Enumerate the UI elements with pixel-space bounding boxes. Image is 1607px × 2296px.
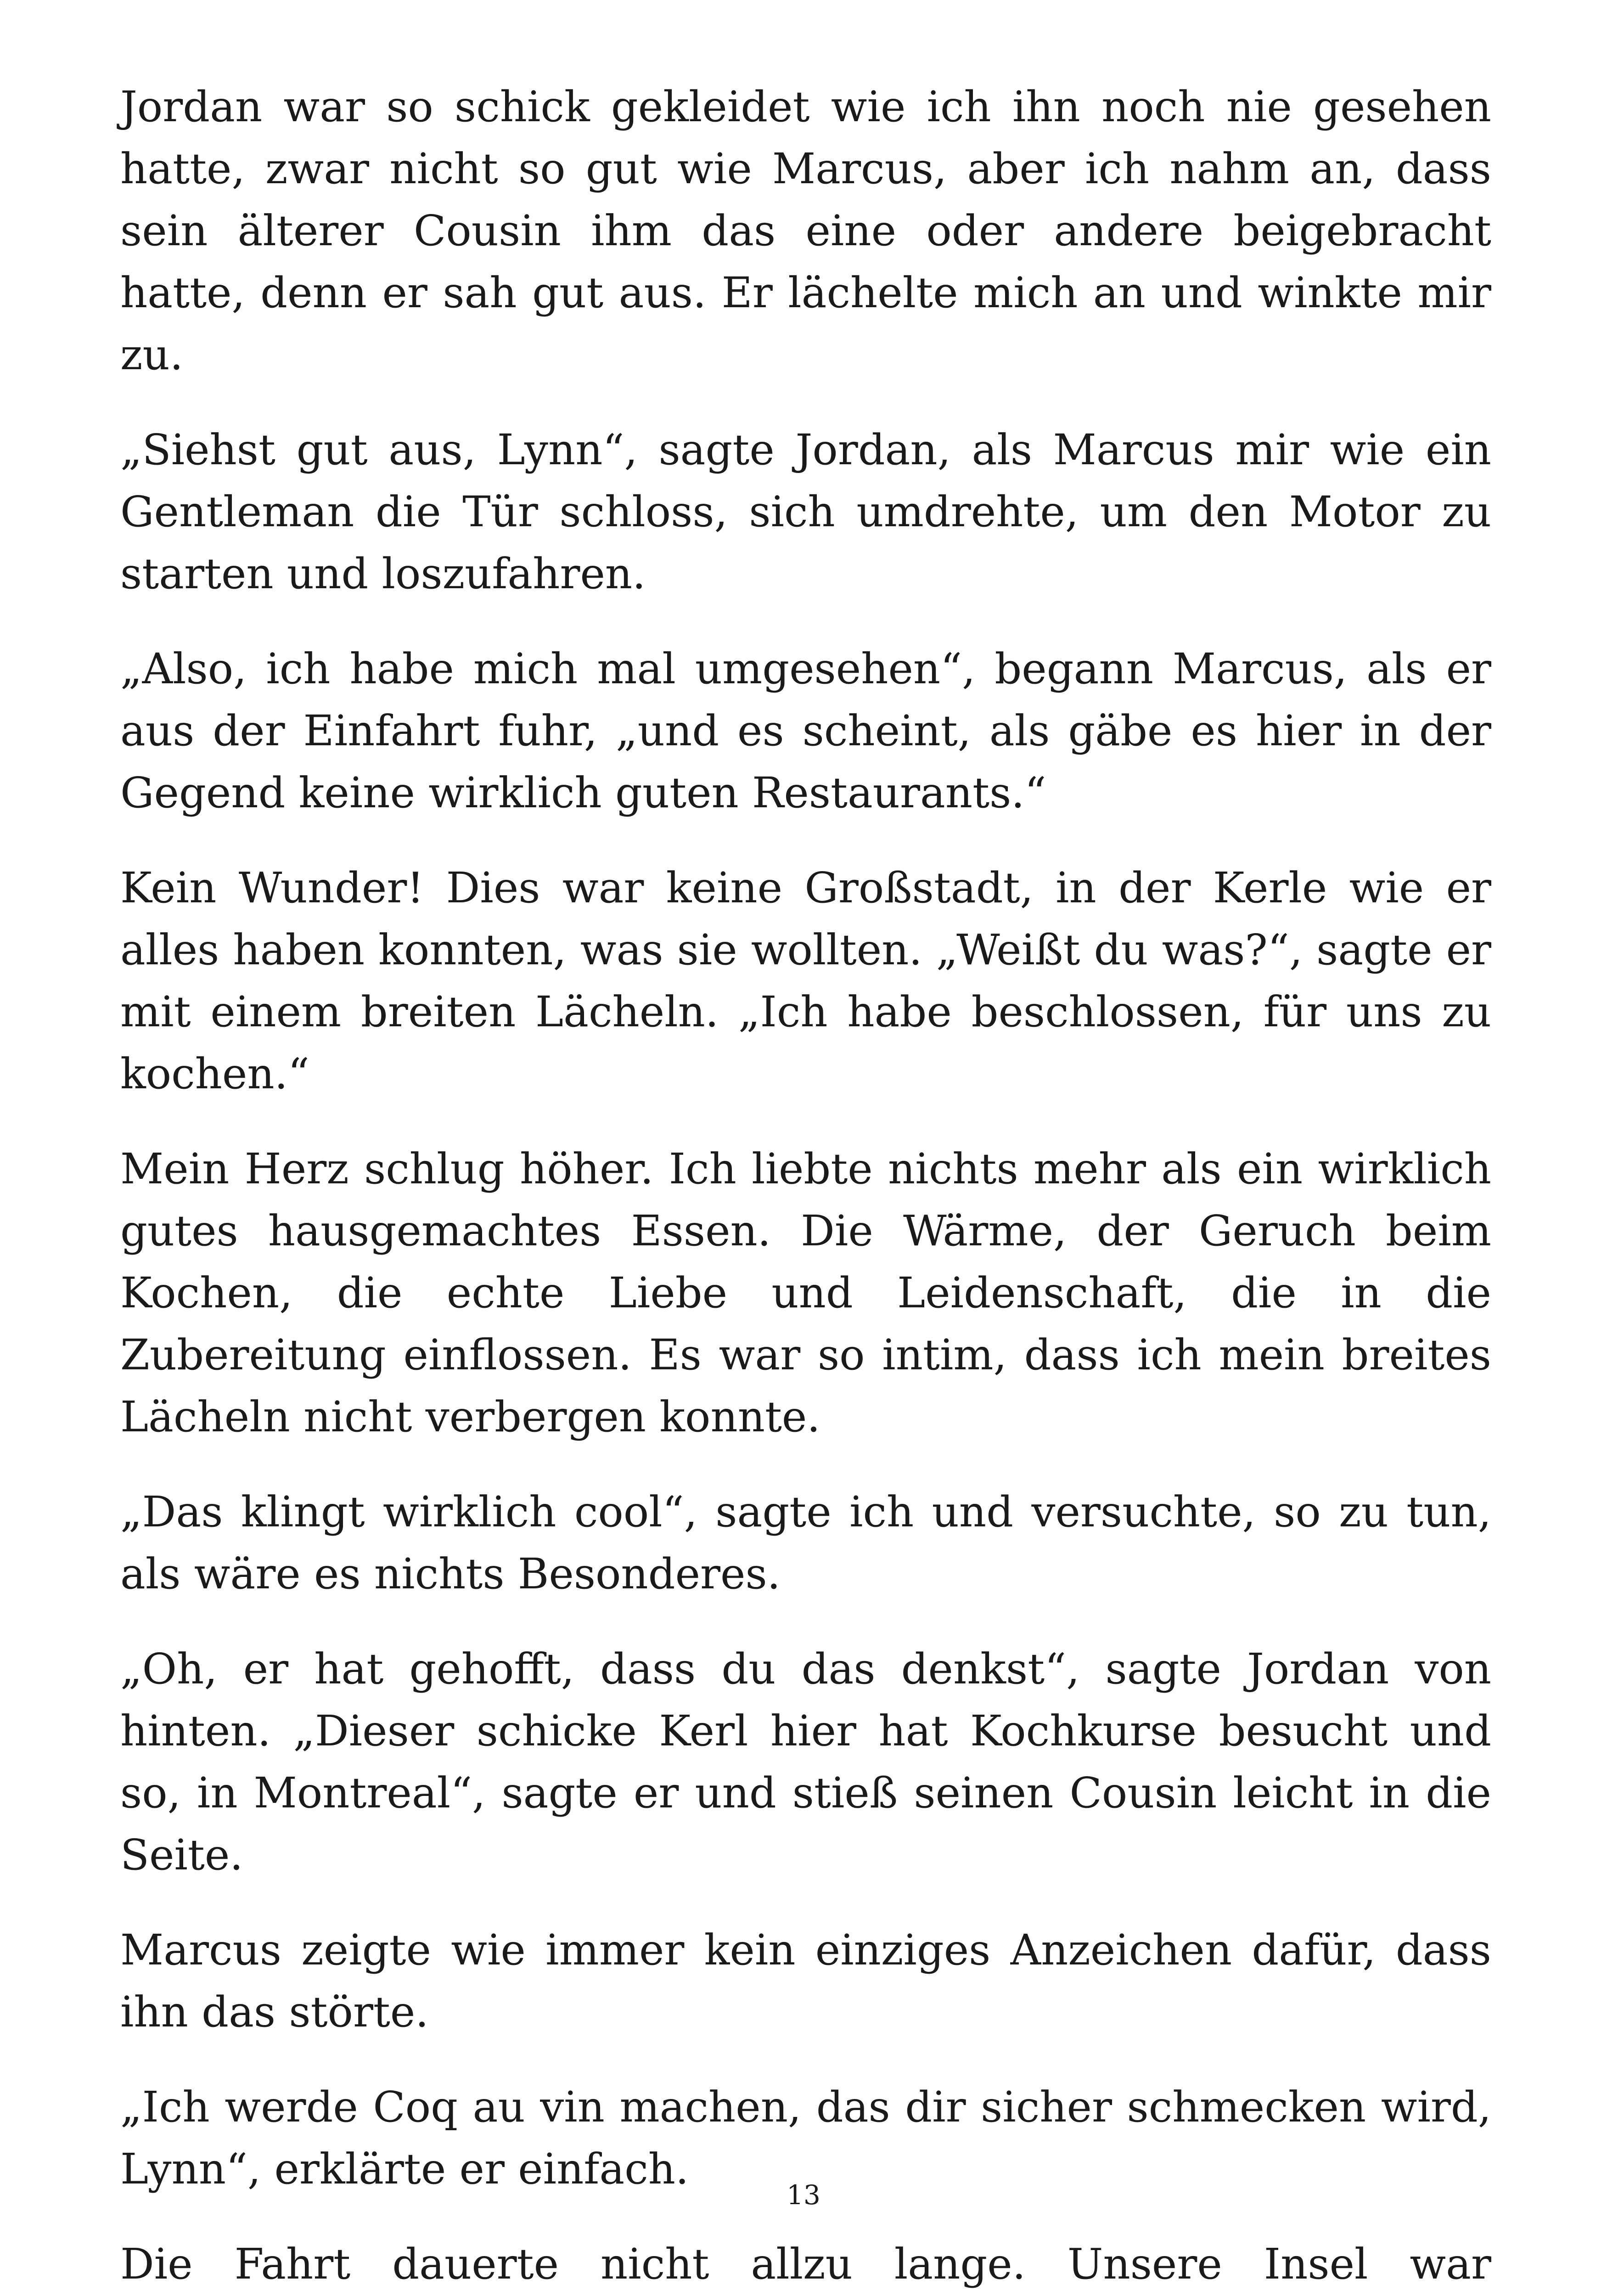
paragraph: „Ich werde Coq au vin machen, das dir sicher schmecken wird, Lynn“, erklärte er einfach. xyxy=(120,2082,1491,2194)
paragraph: Jordan war so schick gekleidet wie ich ihn noch nie gesehen hatte, zwar nicht so gut wie Marcus, aber ich nahm an, dass sein älterer Cousin ihm das eine oder andere beigebracht hatte, denn er sah gut aus. Er lächelte mich an und winkte mir zu. xyxy=(120,82,1491,379)
paragraph: „Also, ich habe mich mal umgesehen“, begann Marcus, als er aus der Einfahrt fuhr, „und es scheint, als gäbe es hier in der Gegend keine wirklich guten Restaurants.“ xyxy=(120,644,1491,817)
paragraph: Mein Herz schlug höher. Ich liebte nichts mehr als ein wirklich gutes hausgemachtes Essen. Die Wärme, der Geruch beim Kochen, die echte Liebe und Leidenschaft, die in die Zubereitung einflossen. Es war so intim, dass ich mein breites Lächeln nicht verbergen konnte. xyxy=(120,1144,1491,1441)
paragraph: Die Fahrt dauerte nicht allzu lange. Unsere Insel war xyxy=(120,2240,1491,2289)
paragraph: „Oh, er hat gehofft, dass du das denkst“, sagte Jordan von hinten. „Dieser schicke Kerl hier hat Kochkurse besucht und so, in Montreal“, sagte er und stieß seinen Cousin leicht in die Seite. xyxy=(120,1644,1491,1880)
paragraph: Marcus zeigte wie immer kein einziges Anzeichen dafür, dass ihn das störte. xyxy=(120,1925,1491,2037)
page-number: 13 xyxy=(787,2179,820,2211)
paragraph: „Das klingt wirklich cool“, sagte ich und versuchte, so zu tun, als wäre es nichts Besonderes. xyxy=(120,1487,1491,1598)
body-text xyxy=(120,76,1491,2296)
paragraph: „Siehst gut aus, Lynn“, sagte Jordan, als Marcus mir wie ein Gentleman die Tür schloss, sich umdrehte, um den Motor zu starten und loszufahren. xyxy=(120,425,1491,598)
paragraph: Kein Wunder! Dies war keine Großstadt, in der Kerle wie er alles haben konnten, was sie wollten. „Weißt du was?“, sagte er mit einem breiten Lächeln. „Ich habe beschlossen, für uns zu kochen.“ xyxy=(120,863,1491,1098)
